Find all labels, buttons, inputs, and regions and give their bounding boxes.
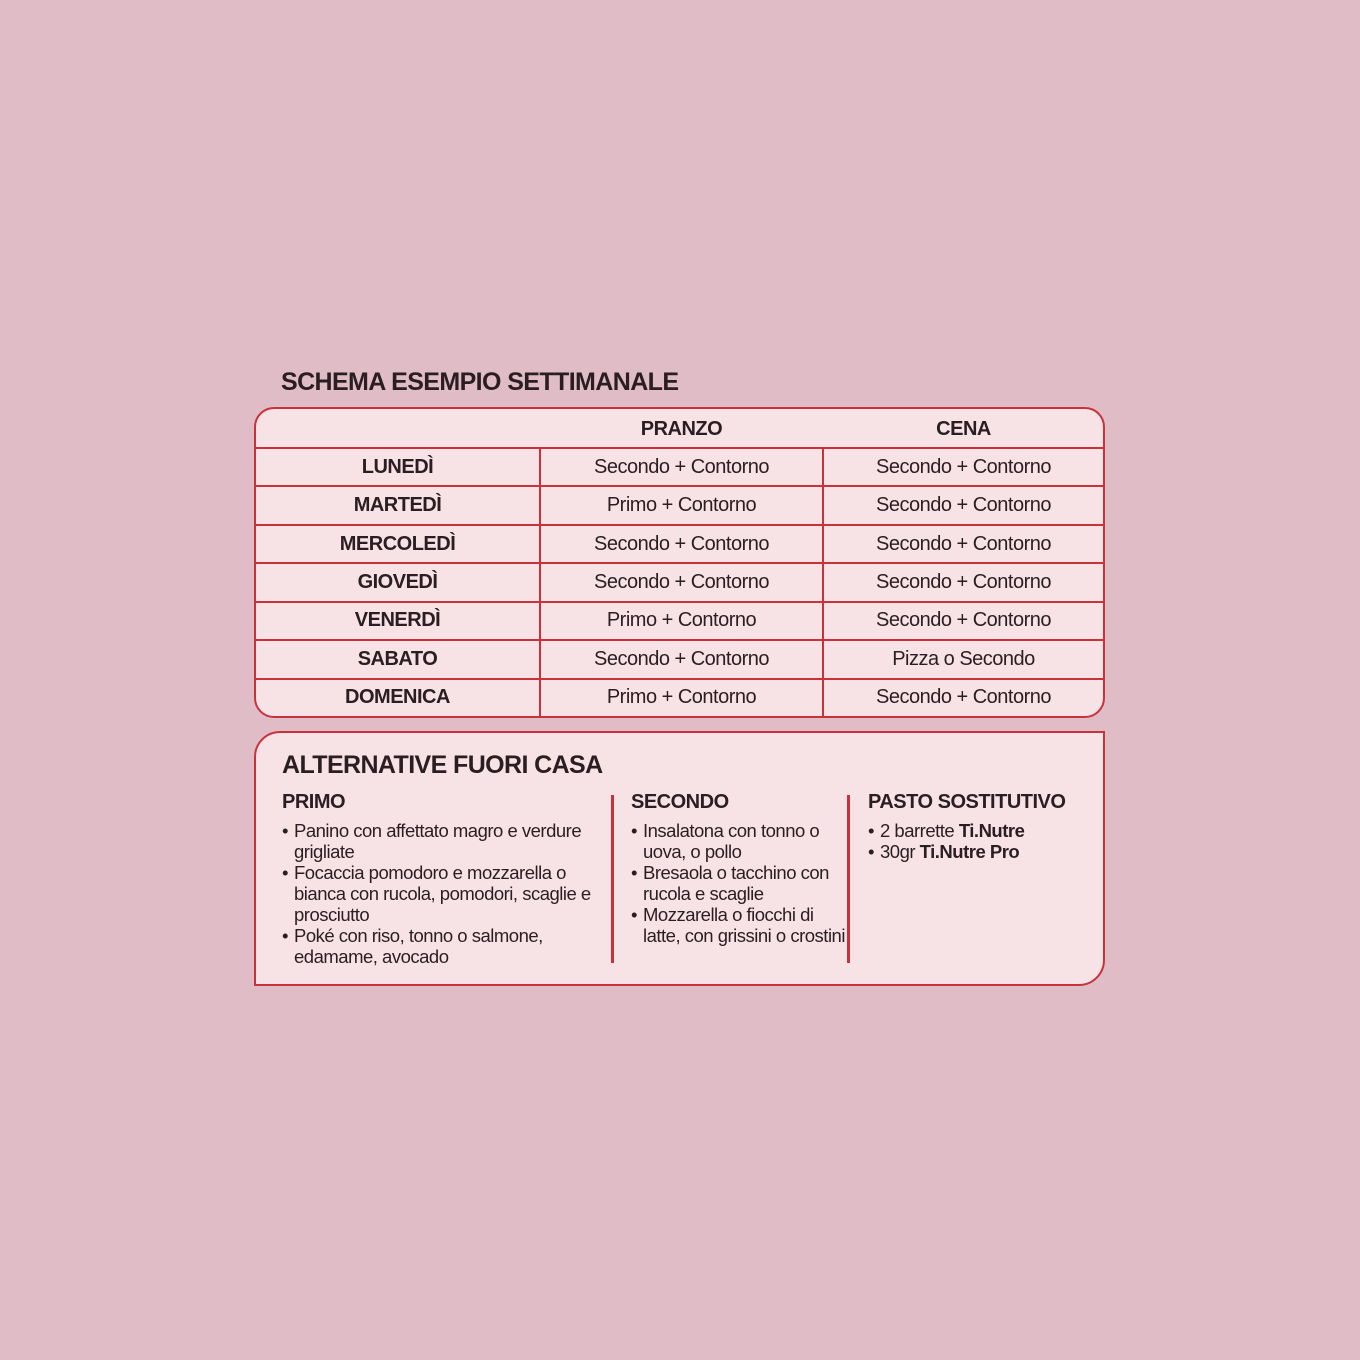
list-item: • Insalatona con tonno o uova, o pollo [631, 820, 846, 862]
lunch-cell: Primo + Contorno [539, 601, 822, 639]
column-divider [611, 795, 614, 963]
day-cell: VENERDÌ [256, 601, 539, 639]
item-prefix: 30gr [880, 841, 916, 862]
list-item: • Bresaola o tacchino con rucola e scaglie [631, 862, 846, 904]
day-cell: MARTEDÌ [256, 485, 539, 523]
list-item [868, 841, 1098, 862]
lunch-cell: Secondo + Contorno [539, 562, 822, 600]
list-item: • Mozzarella o fiocchi di latte, con grissini o crostini [631, 904, 846, 946]
primo-column [282, 791, 612, 967]
list-item: • Poké con riso, tonno o salmone, edamame, avocado [282, 925, 612, 967]
day-cell: DOMENICA [256, 678, 539, 716]
list-item: • Focaccia pomodoro e mozzarella o bianca con rucola, pomodori, scaglie e prosciutto [282, 862, 612, 925]
weekly-schedule-table [254, 407, 1105, 718]
day-cell: MERCOLEDÌ [256, 524, 539, 562]
lunch-cell: Secondo + Contorno [539, 447, 822, 485]
alternatives-panel [254, 731, 1105, 986]
dinner-cell: Secondo + Contorno [822, 485, 1103, 523]
column-divider [847, 795, 850, 963]
secondo-list [631, 820, 846, 946]
pasto-heading: PASTO SOSTITUTIVO [868, 791, 1066, 813]
dinner-cell: Secondo + Contorno [822, 678, 1103, 716]
dinner-cell: Secondo + Contorno [822, 447, 1103, 485]
list-item [868, 820, 1098, 841]
primo-list [282, 820, 612, 967]
pasto-sostitutivo-column [868, 791, 1098, 862]
lunch-cell: Primo + Contorno [539, 678, 822, 716]
dinner-cell: Secondo + Contorno [822, 601, 1103, 639]
day-cell: SABATO [256, 639, 539, 677]
day-cell: GIOVEDÌ [256, 562, 539, 600]
alternatives-title: ALTERNATIVE FUORI CASA [282, 751, 603, 779]
schema-title: SCHEMA ESEMPIO SETTIMANALE [281, 368, 679, 396]
item-prefix: 2 barrette [880, 820, 955, 841]
header-lunch: PRANZO [640, 417, 723, 440]
primo-heading: PRIMO [282, 791, 346, 813]
product-name: Ti.Nutre Pro [919, 841, 1020, 862]
secondo-column [631, 791, 846, 946]
dinner-cell: Secondo + Contorno [822, 562, 1103, 600]
lunch-cell: Secondo + Contorno [539, 524, 822, 562]
day-cell: LUNEDÌ [256, 447, 539, 485]
header-dinner: CENA [936, 417, 991, 440]
dinner-cell: Secondo + Contorno [822, 524, 1103, 562]
pasto-list [868, 820, 1098, 862]
lunch-cell: Secondo + Contorno [539, 639, 822, 677]
lunch-cell: Primo + Contorno [539, 485, 822, 523]
dinner-cell: Pizza o Secondo [822, 639, 1103, 677]
list-item: • Panino con affettato magro e verdure grigliate [282, 820, 612, 862]
secondo-heading: SECONDO [631, 791, 729, 813]
product-name: Ti.Nutre [958, 820, 1025, 841]
header-day-cell [256, 409, 539, 447]
